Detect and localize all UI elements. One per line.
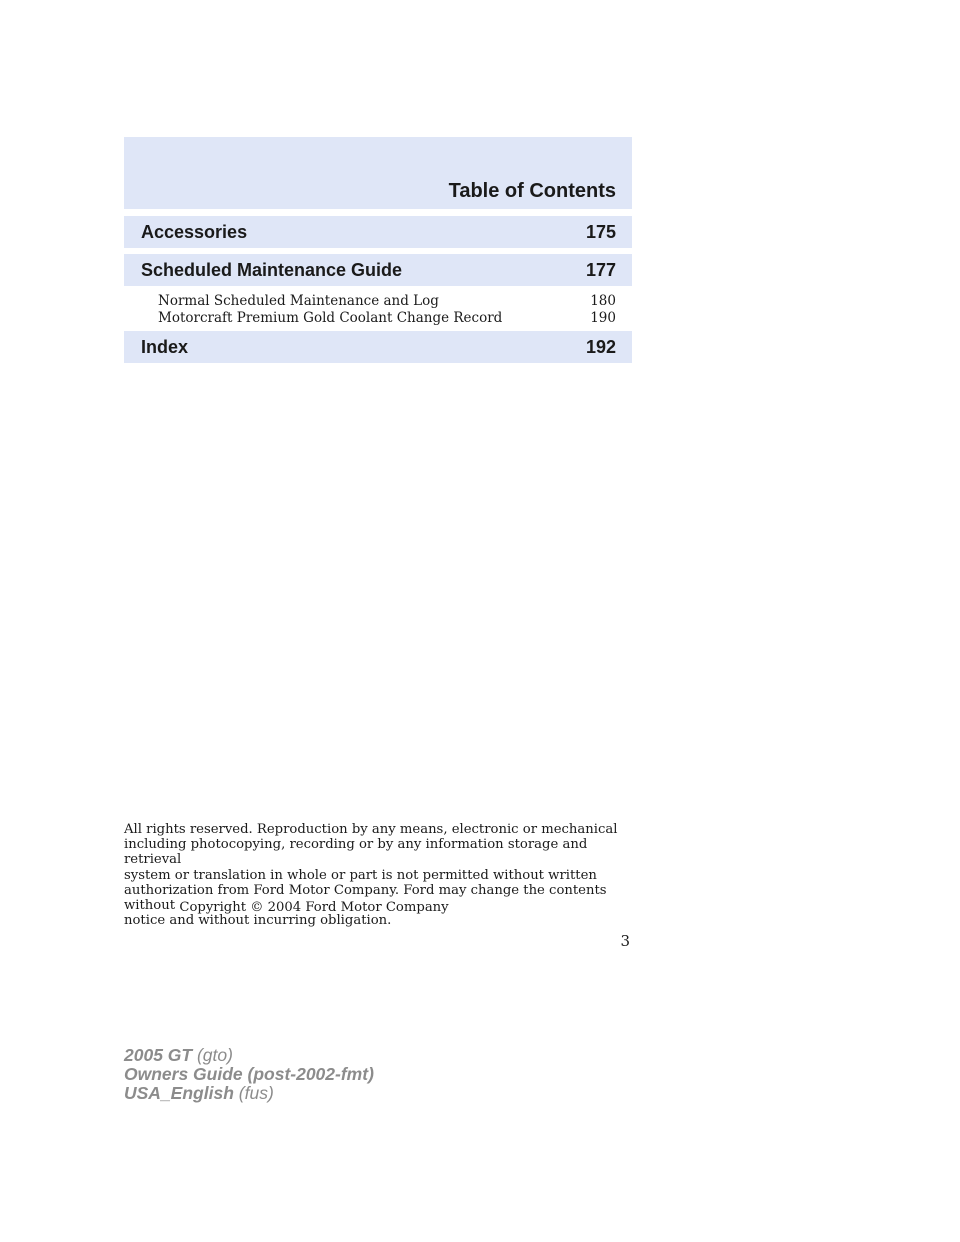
footer-model-code: (gto) bbox=[196, 1045, 233, 1065]
toc-entry-normal-maintenance[interactable] bbox=[158, 293, 616, 309]
toc-section-label: Index bbox=[141, 337, 189, 357]
toc-section-page: 192 bbox=[585, 337, 616, 357]
rights-notice-line: authorization from Ford Motor Company. Ford may change the contents without bbox=[124, 882, 607, 914]
footer-guide: Owners Guide (post-2002-fmt) bbox=[124, 1064, 374, 1084]
toc-section-label: Accessories bbox=[141, 222, 248, 242]
toc-section-label: Scheduled Maintenance Guide bbox=[141, 260, 403, 280]
toc-header-band bbox=[124, 137, 632, 209]
toc-entry-label: Normal Scheduled Maintenance and Log bbox=[158, 293, 439, 309]
toc-section-page: 175 bbox=[585, 222, 616, 242]
toc-section-scheduled-maintenance[interactable] bbox=[124, 254, 632, 286]
rights-notice-line: All rights reserved. Reproduction by any means, electronic or mechanical bbox=[124, 822, 618, 837]
rights-notice-line: notice and without incurring obligation. bbox=[124, 913, 392, 929]
toc-entry-page: 180 bbox=[590, 293, 616, 309]
toc-section-accessories[interactable] bbox=[124, 216, 632, 248]
footer-language-code: (fus) bbox=[238, 1083, 274, 1103]
page-number: 3 bbox=[620, 932, 630, 950]
toc-entry-label: Motorcraft Premium Gold Coolant Change Record bbox=[158, 310, 503, 326]
footer-line-model bbox=[124, 1046, 374, 1065]
footer-model: 2005 GT bbox=[124, 1045, 193, 1065]
toc-section-page: 177 bbox=[585, 260, 616, 280]
footer-language: USA_English bbox=[124, 1083, 234, 1103]
toc-entry-coolant-record[interactable] bbox=[158, 310, 616, 326]
toc-entry-page: 190 bbox=[590, 310, 616, 326]
footer-line-language bbox=[124, 1084, 374, 1103]
rights-notice-line: including photocopying, recording or by any information storage and retrieval bbox=[124, 837, 588, 868]
footer-line-guide bbox=[124, 1065, 374, 1084]
rights-notice-line: system or translation in whole or part is not permitted without written bbox=[124, 867, 597, 883]
document-footer bbox=[124, 1046, 374, 1103]
copyright-line: Copyright © 2004 Ford Motor Company bbox=[179, 900, 449, 915]
toc-section-index[interactable] bbox=[124, 331, 632, 363]
page-title: Table of Contents bbox=[448, 180, 616, 202]
